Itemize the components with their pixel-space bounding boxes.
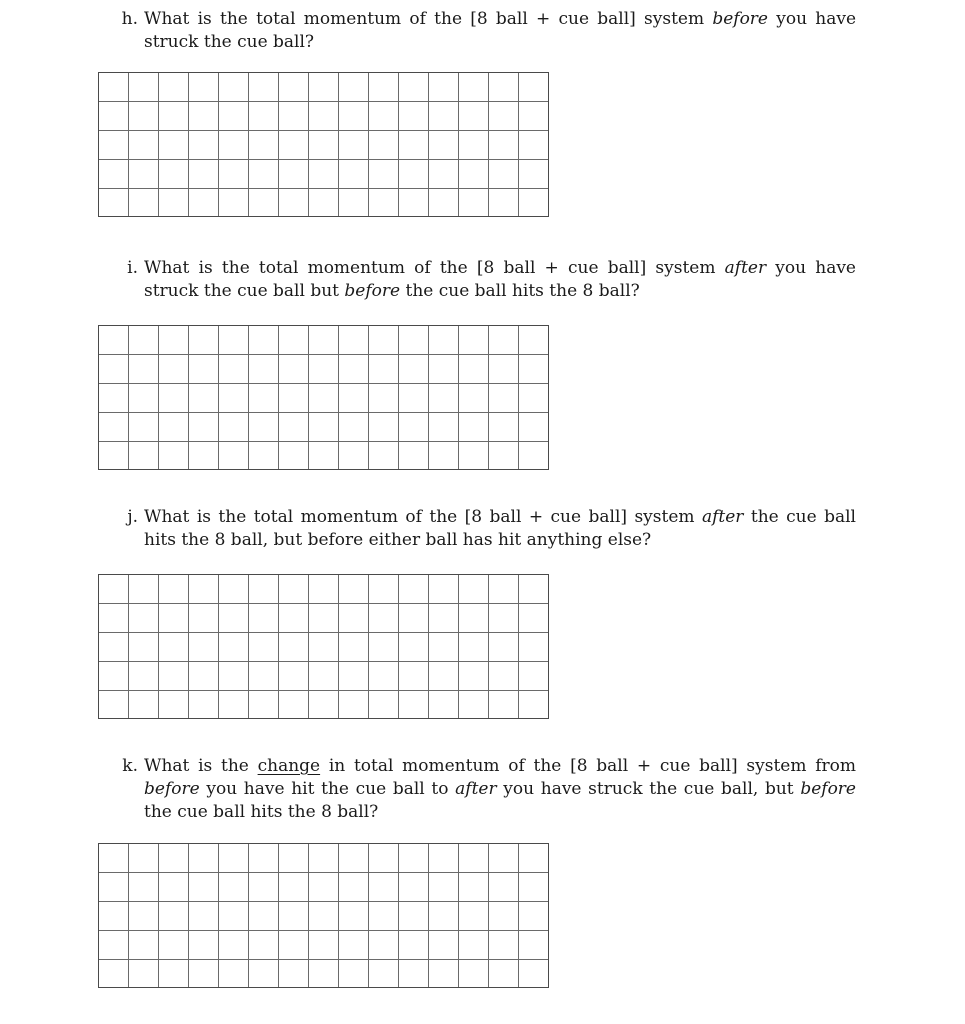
- answer-grid[interactable]: [98, 72, 549, 217]
- question-text-segment: you have struck the cue ball but: [144, 258, 856, 301]
- question-text-segment: in total momentum of the [8 ball + cue ball] system from: [320, 756, 856, 776]
- question-text-emphasis: before: [800, 779, 856, 799]
- answer-grid[interactable]: [98, 325, 549, 470]
- question-text-underline: change: [257, 756, 321, 776]
- question-text-emphasis: after: [455, 779, 497, 799]
- question-text-segment: What is the total momentum of the [8 ball + cue ball] system: [144, 258, 725, 278]
- question-text: [144, 755, 856, 824]
- question-label: j.: [127, 507, 138, 527]
- question-text: [144, 257, 856, 303]
- question-text: [144, 506, 856, 552]
- question-text-emphasis: before: [144, 779, 200, 799]
- question-text-emphasis: after: [724, 258, 767, 278]
- answer-grid[interactable]: [98, 843, 549, 988]
- question-text-segment: What is the total momentum of the [8 ball + cue ball] system: [144, 507, 702, 527]
- question-text-segment: you have struck the cue ball?: [144, 9, 856, 52]
- question-text-segment: the cue ball hits the 8 ball, but before either ball has hit anything else?: [144, 507, 856, 550]
- question-text: [144, 8, 856, 54]
- question-label: h.: [121, 9, 138, 29]
- question-text-segment: the cue ball hits the 8 ball?: [144, 802, 379, 822]
- question-text-segment: What is the total momentum of the [8 ball + cue ball] system: [144, 9, 713, 29]
- answer-grid[interactable]: [98, 574, 549, 719]
- question-text-segment: What is the: [144, 756, 258, 776]
- question-text-emphasis: before: [344, 281, 401, 301]
- question-text-emphasis: after: [701, 507, 744, 527]
- question-text-segment: the cue ball hits the 8 ball?: [400, 281, 640, 301]
- question-text-segment: you have struck the cue ball, but: [496, 779, 801, 799]
- question-label: k.: [122, 756, 138, 776]
- question-label: i.: [127, 258, 138, 278]
- question-text-segment: you have hit the cue ball to: [199, 779, 456, 799]
- question-text-emphasis: before: [712, 9, 768, 29]
